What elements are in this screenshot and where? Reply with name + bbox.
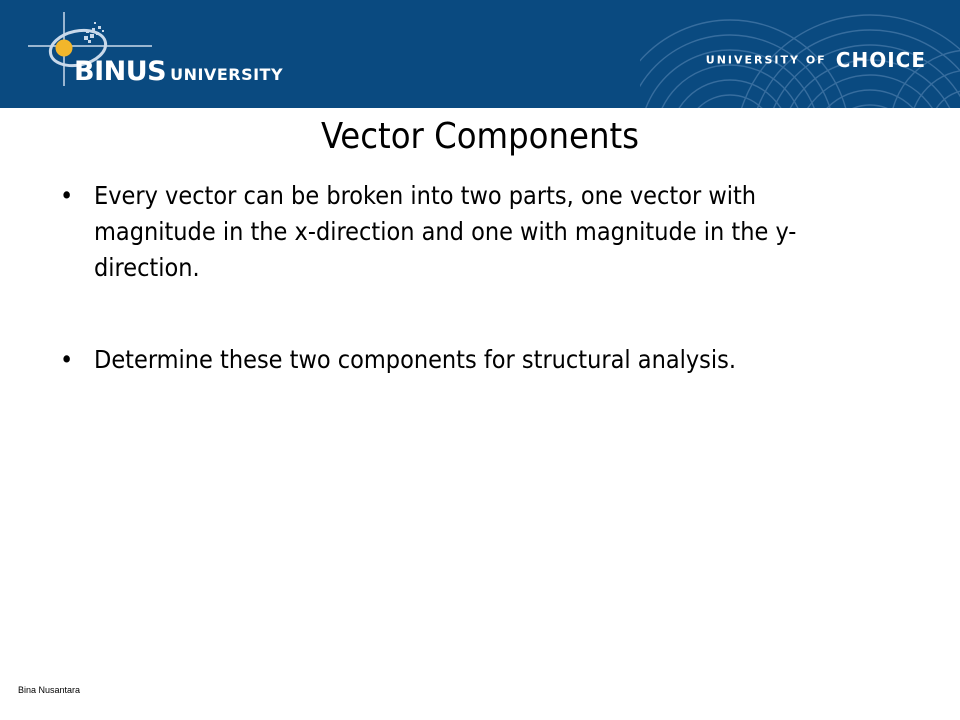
logo-suffix: UNIVERSITY [170,65,284,84]
logo-wordmark [74,56,283,87]
bullet-marker: • [60,181,74,210]
tagline-word: CHOICE [835,48,926,72]
tagline-prefix: UNIVERSITY OF [705,53,827,67]
tagline [706,48,926,72]
slide-title: Vector Components [320,116,640,157]
binus-logo [26,8,326,98]
bullet-item [56,178,826,286]
bullet-text: Every vector can be broken into two parts, one vector with magnitude in the x-direction and one with magnitude in the y-direction. [94,181,797,282]
footer-text: Bina Nusantara [18,685,81,695]
bullet-list [56,178,826,378]
header-band [0,0,960,108]
bullet-marker: • [60,345,74,374]
bullet-text: Determine these two components for structural analysis. [94,345,736,374]
logo-brand: BINUS [74,56,167,87]
bullet-item [56,342,826,378]
